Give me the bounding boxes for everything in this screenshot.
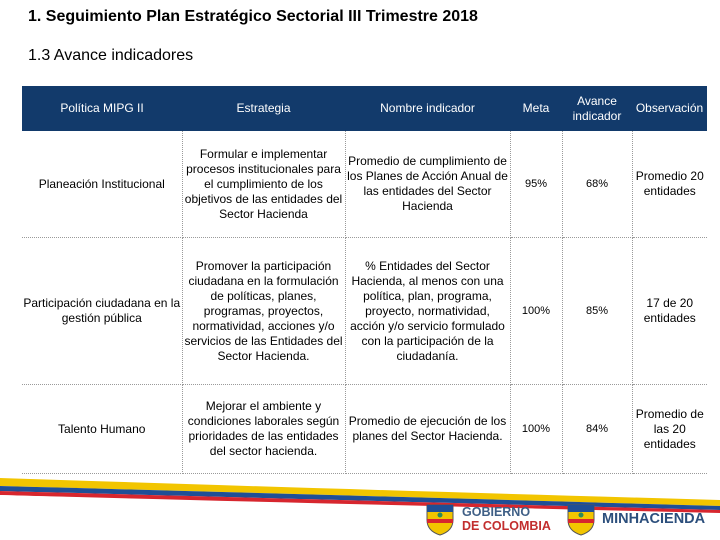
indicators-table xyxy=(22,86,707,474)
cell-observacion: 17 de 20 entidades xyxy=(632,238,707,385)
column-header-politica: Política MIPG II xyxy=(22,86,182,131)
cell-politica: Participación ciudadana en la gestión pública xyxy=(22,238,182,385)
cell-observacion: Promedio de las 20 entidades xyxy=(632,385,707,474)
table-row xyxy=(22,385,707,474)
cell-meta: 100% xyxy=(510,238,562,385)
cell-estrategia: Promover la participación ciudadana en la formulación de políticas, planes, programas, proyectos, normatividad, acciones y/o servicios de las Entidades del Sector Hacienda. xyxy=(182,238,345,385)
cell-indicador: Promedio de ejecución de los planes del Sector Hacienda. xyxy=(345,385,510,474)
cell-estrategia: Formular e implementar procesos institucionales para el cumplimiento de los objetivos de las entidades del Sector Hacienda xyxy=(182,131,345,238)
cell-politica: Planeación Institucional xyxy=(22,131,182,238)
cell-meta: 95% xyxy=(510,131,562,238)
page-subtitle: 1.3 Avance indicadores xyxy=(28,47,194,64)
column-header-observacion: Observación xyxy=(632,86,707,131)
minhacienda-logo: MINHACIENDA xyxy=(602,511,706,527)
column-header-indicador: Nombre indicador xyxy=(345,86,510,131)
cell-estrategia: Mejorar el ambiente y condiciones laborales según prioridades de las entidades del sector hacienda. xyxy=(182,385,345,474)
indicators-table-container xyxy=(22,86,707,474)
table-header-row xyxy=(22,86,707,131)
cell-meta: 100% xyxy=(510,385,562,474)
cell-politica: Talento Humano xyxy=(22,385,182,474)
column-header-estrategia: Estrategia xyxy=(182,86,345,131)
cell-avance: 68% xyxy=(562,131,632,238)
minhacienda-shield-icon xyxy=(565,502,597,536)
cell-avance: 85% xyxy=(562,238,632,385)
cell-avance: 84% xyxy=(562,385,632,474)
gobierno-de-colombia-logo: GOBIERNO DE COLOMBIA xyxy=(462,505,551,533)
page-title: 1. Seguimiento Plan Estratégico Sectorial III Trimestre 2018 xyxy=(28,8,478,25)
table-row xyxy=(22,131,707,238)
cell-indicador: % Entidades del Sector Hacienda, al menos con una política, plan, programa, proyecto, normatividad, acción y/o servicio formulado con la participación de la ciudadanía. xyxy=(345,238,510,385)
table-row xyxy=(22,238,707,385)
cell-observacion: Promedio 20 entidades xyxy=(632,131,707,238)
column-header-avance: Avance indicador xyxy=(562,86,632,131)
colombia-shield-icon xyxy=(424,502,456,536)
cell-indicador: Promedio de cumplimiento de los Planes de Acción Anual de las entidades del Sector Hacienda xyxy=(345,131,510,238)
column-header-meta: Meta xyxy=(510,86,562,131)
